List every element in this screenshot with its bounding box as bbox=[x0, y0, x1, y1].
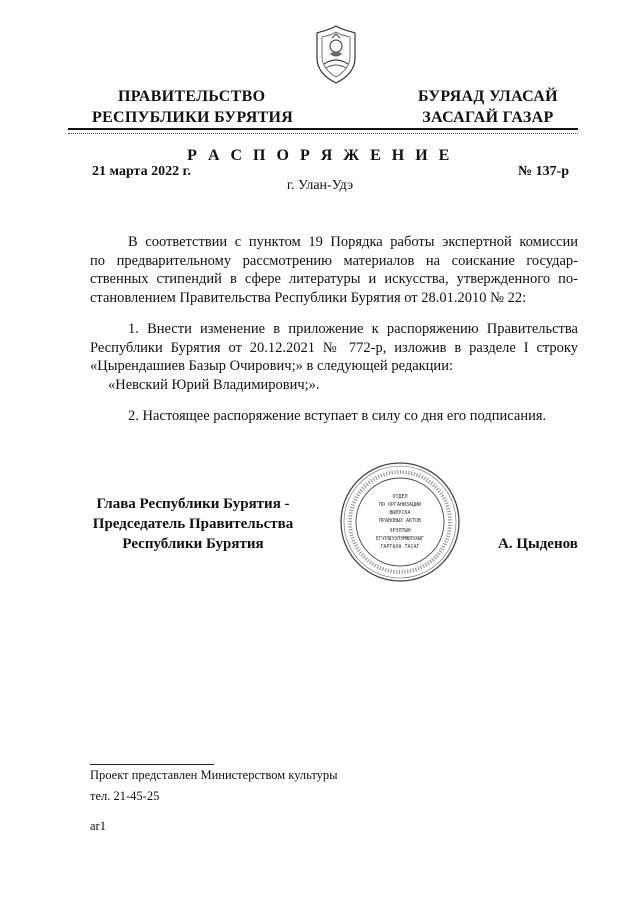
item-2-paragraph bbox=[90, 407, 578, 426]
signatory-position bbox=[80, 494, 306, 554]
stamp-line-1: ОТДЕЛ bbox=[392, 494, 408, 500]
footer-code: ar1 bbox=[90, 819, 106, 833]
item-1-paragraph bbox=[90, 320, 578, 394]
stamp-line-3: ВЫПУСКА bbox=[389, 510, 411, 516]
footer-note: Проект представлен Министерством культуры bbox=[90, 768, 338, 782]
header-left bbox=[92, 86, 293, 128]
header-left-line1: ПРАВИТЕЛЬСТВО bbox=[118, 88, 266, 105]
stamp-line-2: ПО ОРГАНИЗАЦИИ bbox=[378, 502, 422, 508]
document-city: г. Улан-Удэ bbox=[286, 178, 354, 193]
coat-of-arms-icon bbox=[312, 24, 360, 86]
signatory-position-line1: Глава Республики Бурятия - bbox=[96, 496, 290, 512]
header-left-line2: РЕСПУБЛИКИ БУРЯТИЯ bbox=[92, 109, 294, 126]
header-right-line1: БУРЯАД УЛАСАЙ bbox=[418, 88, 558, 105]
item-1-line-3: «Цырендашиев Базыр Очирович;» в следующей редакции: bbox=[90, 358, 453, 374]
item-1-line-1: 1. Внести изменение в приложение к распоряжению Правительства bbox=[128, 321, 578, 337]
document-date: 21 марта 2022 г. bbox=[92, 164, 191, 179]
signatory-position-line2: Председатель Правительства bbox=[92, 516, 294, 532]
header-dotted-rule bbox=[68, 133, 578, 134]
item-1-line-4: «Невский Юрий Владимирович;». bbox=[108, 376, 320, 393]
document-number: № 137-р bbox=[518, 164, 570, 179]
item-2-line: 2. Настоящее распоряжение вступает в силу со дня его подписания. bbox=[128, 408, 547, 424]
stamp-line-7: ГАРГАХА ТАСАГ bbox=[380, 544, 420, 550]
item-1-line-2: Республики Бурятия от 20.12.2021 № 772-р, изложив в разделе I строку bbox=[90, 339, 578, 356]
preamble-line-1: В соответствии с пунктом 19 Порядка работы экспертной комиссии bbox=[128, 234, 578, 250]
stamp-line-4: ПРАВОВЫХ АКТОВ bbox=[378, 518, 422, 524]
signatory-position-line3: Республики Бурятия bbox=[122, 536, 264, 552]
header-right bbox=[418, 86, 558, 128]
preamble-line-3: ственных стипендий в сфере литературы и искусства, утвержденного по- bbox=[90, 271, 578, 287]
footer-rule bbox=[90, 764, 214, 765]
stamp-line-5: ЭРЭЛТЫН bbox=[389, 528, 411, 534]
document-title: Р А С П О Р Я Ж Е Н И Е bbox=[187, 147, 453, 164]
header-right-line2: ЗАСАГАЙ ГАЗАР bbox=[422, 109, 554, 126]
signatory-name: А. Цыденов bbox=[498, 536, 578, 552]
preamble-line-4: становлением Правительства Республики Бурятия от 28.01.2010 № 22: bbox=[90, 289, 527, 306]
preamble-paragraph bbox=[90, 233, 578, 307]
round-seal-icon bbox=[338, 460, 462, 584]
footer-phone: тел. 21-45-25 bbox=[90, 789, 160, 803]
preamble-line-2: по предварительному рассмотрению материалов на соискание государ- bbox=[90, 252, 578, 269]
stamp-line-6: ЕГУРШЭЭЛЭМЖЛЭХЫГ bbox=[375, 536, 425, 542]
header-rule bbox=[68, 128, 578, 130]
